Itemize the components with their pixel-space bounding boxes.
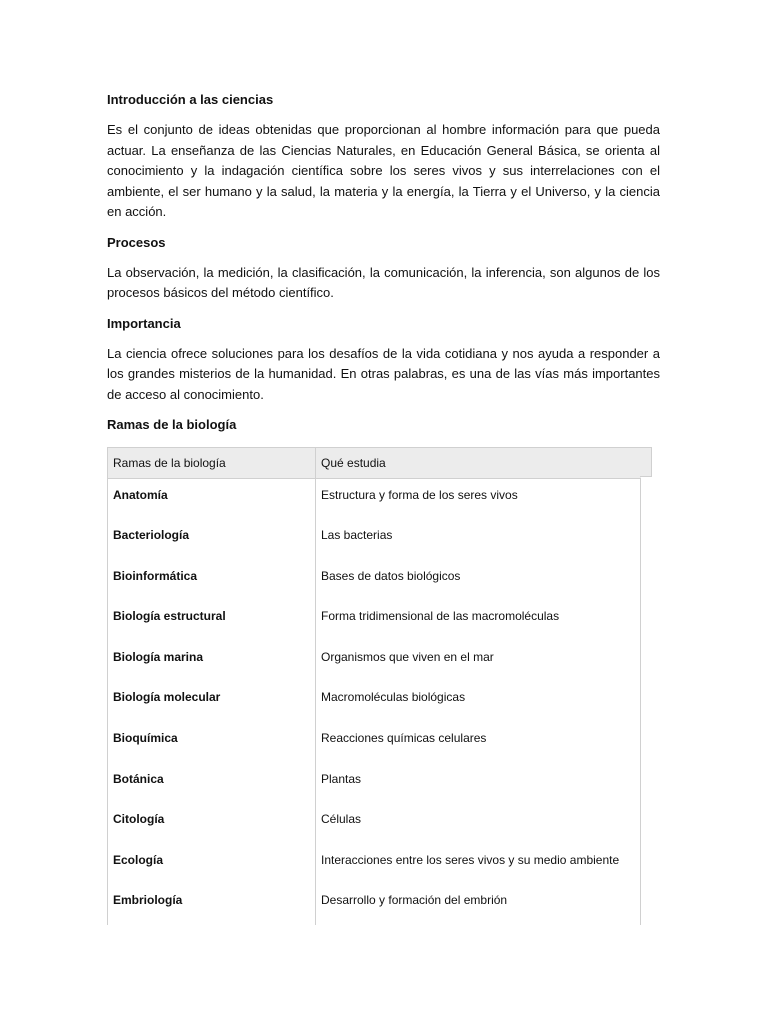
study-cell: Organismos que viven en el mar xyxy=(316,641,641,682)
table-row xyxy=(108,479,641,520)
branch-cell: Bioquímica xyxy=(108,722,316,763)
branch-cell: Botánica xyxy=(108,763,316,804)
study-cell: Forma tridimensional de las macromoléculas xyxy=(316,600,641,641)
table-row xyxy=(108,681,641,722)
table-row xyxy=(108,641,641,682)
study-cell: Desarrollo y formación del embrión xyxy=(316,884,641,925)
procesos-heading: Procesos xyxy=(107,234,166,250)
study-cell: Reacciones químicas celulares xyxy=(316,722,641,763)
branch-cell: Embriología xyxy=(108,884,316,925)
study-cell: Estructura y forma de los seres vivos xyxy=(316,479,641,520)
table-row xyxy=(108,844,641,885)
procesos-paragraph: La observación, la medición, la clasificación, la comunicación, la inferencia, son algunos de los procesos básicos del método científico. xyxy=(107,264,660,300)
branch-cell: Citología xyxy=(108,803,316,844)
table-row xyxy=(108,600,641,641)
table-row xyxy=(108,519,641,560)
document-content xyxy=(107,90,660,925)
table-row xyxy=(108,884,641,925)
table-header-row xyxy=(108,448,641,479)
branch-cell: Bacteriología xyxy=(108,519,316,560)
table-row xyxy=(108,560,641,601)
branches-table xyxy=(107,447,641,925)
header-study: Qué estudia xyxy=(316,448,641,479)
header-branch: Ramas de la biología xyxy=(108,448,316,479)
table-row xyxy=(108,763,641,804)
table-row xyxy=(108,803,641,844)
ramas-heading: Ramas de la biología xyxy=(107,417,237,432)
study-cell: Interacciones entre los seres vivos y su medio ambiente xyxy=(316,844,641,885)
branches-table-wrapper xyxy=(107,447,652,925)
branch-cell: Biología marina xyxy=(108,641,316,682)
intro-paragraph: Es el conjunto de ideas obtenidas que proporcionan al hombre información para que pueda actuar. La enseñanza de las Ciencias Naturales, en Educación General Básica, se orienta al conocimiento y la indagación científica sobre los seres vivos y sus interrelaciones con el ambiente, el ser humano y la salud, la materia y la energía, la Tierra y el Universo, y la ciencia en acción. xyxy=(107,122,660,219)
study-cell: Macromoléculas biológicas xyxy=(316,681,641,722)
study-cell: Las bacterias xyxy=(316,519,641,560)
table-row xyxy=(108,722,641,763)
branch-cell: Biología molecular xyxy=(108,681,316,722)
importancia-paragraph: La ciencia ofrece soluciones para los desafíos de la vida cotidiana y nos ayuda a responder a los grandes misterios de la humanidad. En otras palabras, es una de las vías más importantes de acceso al conocimiento. xyxy=(107,345,660,402)
header-extra-cell xyxy=(640,447,652,477)
study-cell: Bases de datos biológicos xyxy=(316,560,641,601)
branch-cell: Bioinformática xyxy=(108,560,316,601)
intro-heading: Introducción a las ciencias xyxy=(107,92,274,107)
branch-cell: Ecología xyxy=(108,844,316,885)
study-cell: Plantas xyxy=(316,763,641,804)
importancia-heading: Importancia xyxy=(107,315,181,331)
study-cell: Células xyxy=(316,803,641,844)
branch-cell: Anatomía xyxy=(108,479,316,520)
branch-cell: Biología estructural xyxy=(108,600,316,641)
